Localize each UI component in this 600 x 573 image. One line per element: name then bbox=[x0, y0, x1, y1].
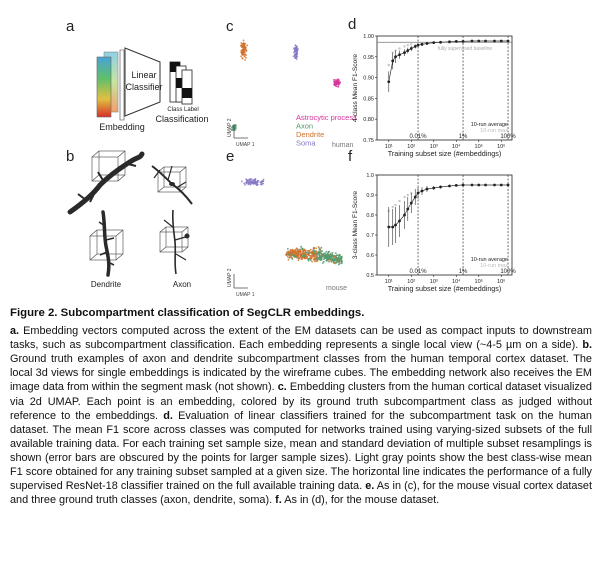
panel-letter-b: b bbox=[66, 148, 75, 165]
dendrite-example-bottom bbox=[90, 212, 123, 275]
x-axis-label: Training subset size (#embeddings) bbox=[387, 284, 502, 293]
point-avg bbox=[403, 214, 406, 217]
svg-text:10-run max: 10-run max bbox=[480, 263, 508, 269]
x-tick-label: 10³ bbox=[429, 144, 438, 150]
x-tick-label: 10⁵ bbox=[474, 144, 483, 150]
x-tick-label: 10³ bbox=[429, 279, 438, 285]
point-max bbox=[407, 44, 409, 46]
point-avg bbox=[477, 40, 480, 43]
umap-mouse-points bbox=[241, 178, 343, 265]
x-tick-label: 10⁶ bbox=[497, 279, 506, 285]
point-avg bbox=[439, 41, 442, 44]
umap-mouse-axes bbox=[227, 268, 255, 298]
vline-label: 1% bbox=[458, 269, 468, 275]
panel-a-diagram bbox=[97, 48, 209, 132]
point-max bbox=[403, 196, 405, 198]
point-avg bbox=[500, 184, 503, 187]
panel-b-neurons bbox=[70, 151, 192, 289]
y-axis-label: 4-class Mean F1-Score bbox=[352, 53, 359, 123]
axon-label: Axon bbox=[172, 280, 192, 289]
y-tick-label: 0.95 bbox=[363, 54, 374, 61]
point-avg bbox=[462, 40, 465, 43]
embedding-vector bbox=[97, 57, 111, 117]
dataset-label-mouse: mouse bbox=[326, 285, 348, 292]
panel-letter-e: e bbox=[226, 148, 235, 165]
point-max bbox=[388, 64, 390, 66]
cluster-mouse-soma bbox=[241, 178, 265, 186]
x-tick-label: 10² bbox=[407, 144, 416, 150]
umap-c-y-label: UMAP 2 bbox=[227, 118, 233, 137]
point-avg bbox=[462, 184, 465, 187]
axon-example-bottom bbox=[160, 210, 190, 274]
point-avg bbox=[500, 40, 503, 43]
y-tick-label: 0.7 bbox=[366, 233, 374, 239]
point-avg bbox=[417, 44, 420, 47]
legend-item-dendrite: Dendrite bbox=[296, 130, 325, 139]
point-avg bbox=[387, 226, 390, 229]
point-avg bbox=[432, 187, 435, 190]
point-avg bbox=[387, 80, 390, 83]
y-tick-label: 0.8 bbox=[366, 213, 374, 219]
umap-c-x-label: UMAP 1 bbox=[236, 142, 255, 148]
point-avg bbox=[448, 40, 451, 43]
point-avg bbox=[471, 40, 474, 43]
umap-e-x-label: UMAP 1 bbox=[236, 292, 255, 298]
point-max bbox=[394, 204, 396, 206]
chart-legend bbox=[471, 257, 509, 269]
point-avg bbox=[507, 40, 510, 43]
point-avg bbox=[414, 196, 417, 199]
y-tick-label: 0.85 bbox=[363, 96, 374, 103]
point-avg bbox=[421, 190, 424, 193]
dendrite-example-top bbox=[70, 151, 142, 212]
cluster-soma bbox=[293, 45, 299, 60]
cluster-mouse-band bbox=[285, 246, 343, 266]
vline-label: 0.01% bbox=[409, 134, 427, 140]
x-axis-label: Training subset size (#embeddings) bbox=[387, 149, 502, 158]
legend-item-axon: Axon bbox=[296, 121, 314, 131]
point-avg bbox=[391, 60, 394, 63]
series-avg-line bbox=[389, 185, 508, 227]
classification-label: Classification bbox=[155, 114, 209, 124]
y-tick-label: 0.75 bbox=[363, 138, 374, 144]
point-avg bbox=[477, 184, 480, 187]
panel-letter-c: c bbox=[226, 18, 234, 35]
point-avg bbox=[394, 224, 397, 227]
point-avg bbox=[417, 192, 420, 195]
y-tick-label: 0.90 bbox=[363, 75, 374, 82]
y-tick-label: 0.5 bbox=[366, 273, 374, 279]
point-avg bbox=[398, 53, 401, 56]
point-avg bbox=[410, 47, 413, 50]
point-avg bbox=[406, 208, 409, 211]
point-avg bbox=[484, 40, 487, 43]
point-avg bbox=[439, 186, 442, 189]
x-tick-label: 10⁵ bbox=[474, 279, 483, 285]
classifier-label-1: Linear bbox=[131, 70, 157, 80]
svg-text:10-run max: 10-run max bbox=[480, 128, 508, 134]
vline-label: 1% bbox=[458, 134, 468, 140]
y-tick-label: 1.0 bbox=[366, 173, 374, 179]
point-avg bbox=[432, 41, 435, 44]
cluster-astrocytic bbox=[333, 79, 341, 88]
x-tick-label: 10² bbox=[407, 279, 416, 285]
y-tick-label: 0.9 bbox=[366, 193, 374, 199]
point-avg bbox=[406, 49, 409, 52]
legend-item-soma: Soma bbox=[296, 138, 316, 148]
chart-legend bbox=[471, 122, 509, 134]
chart-d bbox=[352, 34, 516, 158]
svg-text:10-run average: 10-run average bbox=[470, 122, 508, 128]
point-max bbox=[398, 47, 400, 49]
point-avg bbox=[391, 226, 394, 229]
baseline-label: fully supervised baseline bbox=[437, 46, 493, 53]
point-max bbox=[407, 194, 409, 196]
point-avg bbox=[471, 184, 474, 187]
umap-human-axes bbox=[227, 118, 255, 148]
point-avg bbox=[455, 184, 458, 187]
vline-label: 100% bbox=[500, 269, 516, 275]
point-avg bbox=[410, 202, 413, 205]
point-avg bbox=[507, 184, 510, 187]
point-avg bbox=[493, 40, 496, 43]
y-tick-label: 0.6 bbox=[366, 253, 374, 259]
panel-letter-f: f bbox=[348, 148, 353, 165]
classifier-label-2: Classifier bbox=[125, 82, 163, 92]
x-tick-label: 10⁶ bbox=[497, 144, 506, 150]
cluster-dendrite bbox=[240, 40, 248, 61]
point-avg bbox=[426, 42, 429, 45]
class-label-vector bbox=[170, 62, 192, 104]
point-avg bbox=[493, 184, 496, 187]
svg-text:10-run average: 10-run average bbox=[470, 257, 508, 263]
panel-e-umap bbox=[227, 178, 347, 298]
point-max bbox=[392, 206, 394, 208]
vline-label: 0.01% bbox=[409, 269, 427, 275]
y-tick-label: 0.80 bbox=[363, 117, 374, 124]
y-axis-label: 3-class Mean F1-Score bbox=[352, 190, 359, 260]
figure-caption bbox=[10, 306, 592, 507]
vline-label: 100% bbox=[500, 134, 516, 140]
umap-e-y-label: UMAP 2 bbox=[227, 268, 233, 287]
embedding-label: Embedding bbox=[99, 122, 145, 132]
x-tick-label: 10⁴ bbox=[452, 279, 461, 285]
point-avg bbox=[484, 184, 487, 187]
point-avg bbox=[394, 55, 397, 58]
panel-letter-a: a bbox=[66, 18, 75, 35]
y-tick-label: 1.00 bbox=[363, 34, 374, 40]
chart-f bbox=[352, 173, 516, 293]
point-avg bbox=[426, 188, 429, 191]
point-max bbox=[410, 43, 412, 45]
caption-title: Figure 2. Subcompartment classification of SegCLR embeddings. bbox=[10, 307, 365, 319]
point-avg bbox=[414, 45, 417, 48]
axon-example-top bbox=[152, 166, 192, 204]
point-max bbox=[403, 45, 405, 47]
point-avg bbox=[398, 220, 401, 223]
panel-letter-d: d bbox=[348, 16, 357, 33]
point-avg bbox=[403, 51, 406, 54]
point-avg bbox=[455, 40, 458, 43]
point-avg bbox=[421, 43, 424, 46]
dendrite-label: Dendrite bbox=[90, 280, 122, 289]
dataset-label-human: human bbox=[332, 142, 354, 149]
x-tick-label: 10⁴ bbox=[452, 144, 461, 150]
x-tick-label: 10¹ bbox=[384, 279, 393, 285]
class-label-text: Class Label bbox=[167, 107, 199, 113]
point-max bbox=[398, 200, 400, 202]
point-avg bbox=[448, 185, 451, 188]
legend-item-astrocytic-process: Astrocytic process bbox=[296, 113, 357, 122]
panel-c-umap bbox=[227, 40, 357, 149]
caption-body: a. Embedding vectors computed across the extent of the EM datasets can be used as compact inputs to downstream tasks, such as subcompartment classification. Each embedding represents a single local view (~4-5 µm on a side). b. Ground truth examples of axon and dendrite subcompartment classes from the human temporal cortex dataset. The local 3d views for single embeddings is indicated by the wireframe cubes. The embedding network also receives the EM image data from within the segment mask (not shown). c. Embedding clusters from the human cortical dataset visualized via 2d UMAP. Each point is an embedding, colored by its ground truth subcompartment class as judged without reference to the embeddings. d. Evaluation of linear classifiers trained for the subcompartment task on the human dataset. The mean F1 score across classes was computed for networks trained using varying-sized subsets of the full available training data. For each training set sample size, mean and standard deviation of multiple subset resamplings is shown (error bars are obscured by the points for larger sample sizes). Light gray points show the best class-wise mean F1 score obtained for any training subset sampled at a given size. The horizontal line indicates the performance of a fully supervised ResNet-18 classifier trained on the full available training data. e. As in (c), for the mouse visual cortex dataset and three ground truth classes (axon, dendrite, soma). f. As in (d), for the mouse dataset. bbox=[10, 325, 592, 507]
x-tick-label: 10¹ bbox=[384, 144, 393, 150]
